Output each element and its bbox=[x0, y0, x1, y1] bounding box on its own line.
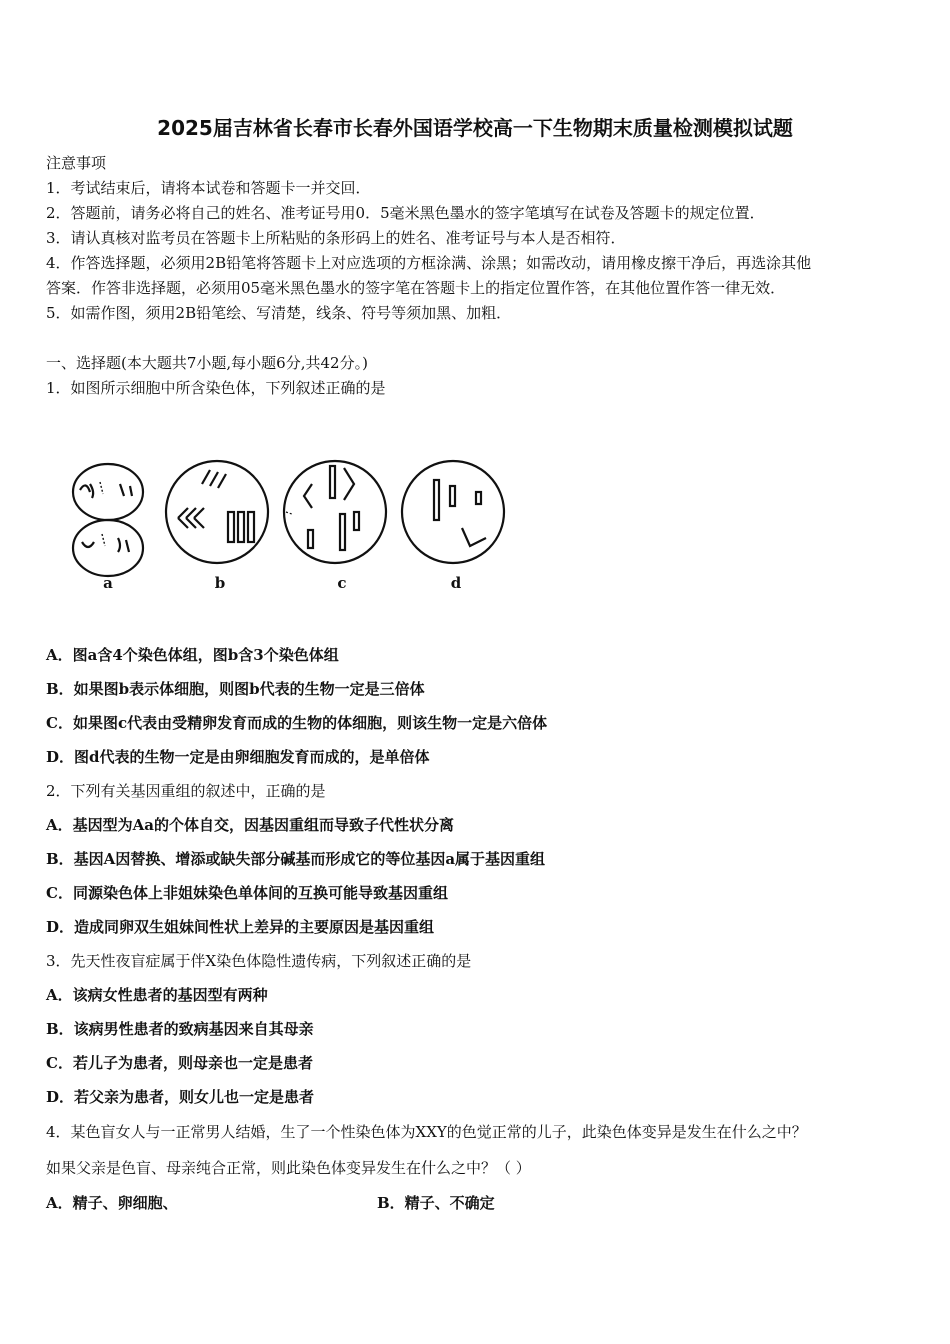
question-option: A．图a含4个染色体组，图b含3个染色体组 bbox=[46, 646, 339, 664]
page-title: 2025届吉林省长春市长春外国语学校高一下生物期末质量检测模拟试题 bbox=[157, 116, 793, 140]
question-option: A．精子、卵细胞、 bbox=[46, 1194, 178, 1212]
section-heading: 一、选择题(本大题共7小题,每小题6分,共42分。) bbox=[46, 354, 368, 372]
question-option: D．若父亲为患者，则女儿也一定是患者 bbox=[46, 1088, 315, 1106]
cell-b bbox=[166, 461, 268, 563]
question-stem-continued: 如果父亲是色盲、母亲纯合正常，则此染色体变异发生在什么之中？（ ） bbox=[46, 1159, 531, 1177]
cell-d bbox=[402, 461, 504, 563]
question-option: D．图d代表的生物一定是由卵细胞发育而成的，是单倍体 bbox=[46, 748, 430, 766]
notice-item: 4．作答选择题，必须用2B铅笔将答题卡上对应选项的方框涂满、涂黑；如需改动，请用橡皮擦干净后，再选涂其他 bbox=[46, 254, 812, 272]
question-option: B．基因A因替换、增添或缺失部分碱基而形成它的等位基因a属于基因重组 bbox=[46, 850, 546, 868]
question-option: B．精子、不确定 bbox=[377, 1194, 495, 1212]
question-option: D．造成同卵双生姐妹间性状上差异的主要原因是基因重组 bbox=[46, 918, 435, 936]
cell-a bbox=[73, 464, 143, 576]
notice-item: 1．考试结束后，请将本试卷和答题卡一并交回． bbox=[46, 179, 371, 197]
notice-item: 5．如需作图，须用2B铅笔绘、写清楚，线条、符号等须加黑、加粗． bbox=[46, 304, 512, 322]
figure-label-a: a bbox=[103, 574, 113, 592]
question-option: C．如果图c代表由受精卵发育而成的生物的体细胞，则该生物一定是六倍体 bbox=[46, 714, 548, 732]
notice-heading: 注意事项 bbox=[46, 154, 107, 172]
cell-c bbox=[284, 461, 386, 563]
question-option: A．基因型为Aa的个体自交，因基因重组而导致子代性状分离 bbox=[46, 816, 454, 834]
figure-label-c: c bbox=[337, 574, 347, 592]
question-stem: 3．先天性夜盲症属于伴X染色体隐性遗传病，下列叙述正确的是 bbox=[46, 952, 472, 970]
question-stem: 1．如图所示细胞中所含染色体，下列叙述正确的是 bbox=[46, 379, 386, 397]
question-option: B．如果图b表示体细胞，则图b代表的生物一定是三倍体 bbox=[46, 680, 425, 698]
notice-item: 2．答题前，请务必将自己的姓名、准考证号用0．5毫米黑色墨水的签字笔填写在试卷及答题卡的规定位置． bbox=[46, 204, 765, 222]
question-stem: 2．下列有关基因重组的叙述中，正确的是 bbox=[46, 782, 326, 800]
question-option: C．同源染色体上非姐妹染色单体间的互换可能导致基因重组 bbox=[46, 884, 448, 902]
chromosome-figure bbox=[60, 452, 520, 600]
question-option: A．该病女性患者的基因型有两种 bbox=[46, 986, 268, 1004]
question-option: C．若儿子为患者，则母亲也一定是患者 bbox=[46, 1054, 313, 1072]
question-option: B．该病男性患者的致病基因来自其母亲 bbox=[46, 1020, 314, 1038]
notice-item: 3．请认真核对监考员在答题卡上所粘贴的条形码上的姓名、准考证号与本人是否相符． bbox=[46, 229, 626, 247]
notice-item: 答案．作答非选择题，必须用05毫米黑色墨水的签字笔在答题卡上的指定位置作答，在其他位置作答一律无效． bbox=[46, 279, 786, 297]
figure-label-b: b bbox=[214, 574, 226, 592]
question-stem: 4．某色盲女人与一正常男人结婚，生了一个性染色体为XXY的色觉正常的儿子，此染色体变异是发生在什么之中？ bbox=[46, 1123, 807, 1141]
figure-label-d: d bbox=[450, 574, 462, 592]
